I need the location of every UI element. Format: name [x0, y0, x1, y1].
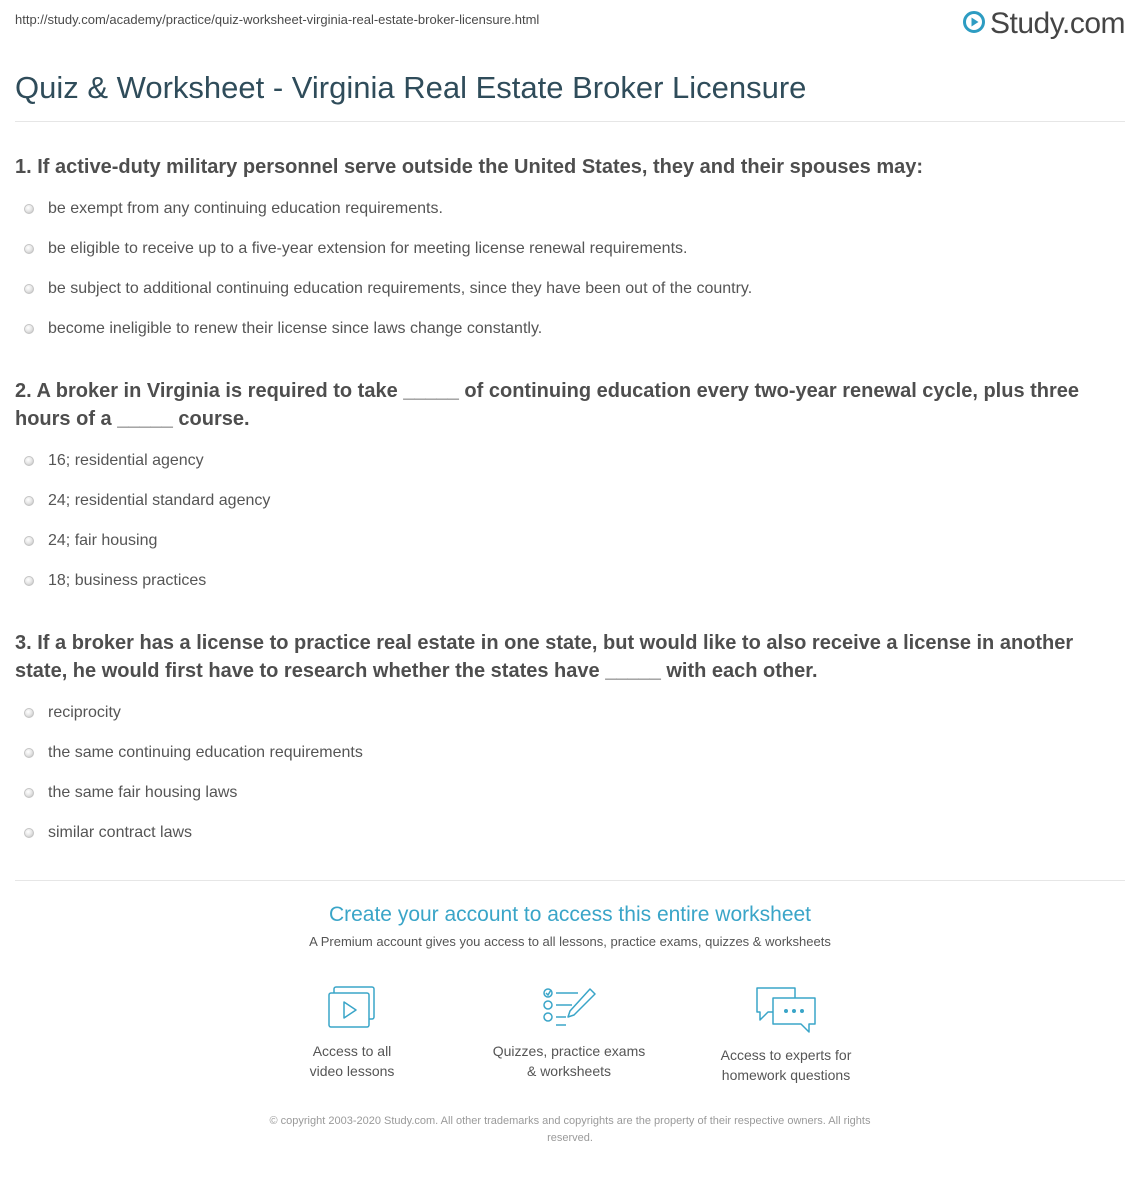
- answer-option[interactable]: [15, 813, 1120, 853]
- chat-bubbles-icon: [686, 985, 886, 1035]
- answer-text: the same continuing education requirements: [48, 744, 363, 761]
- radio-button[interactable]: [24, 788, 34, 798]
- answer-text: be subject to additional continuing education requirements, since they have been out of the country.: [48, 280, 753, 297]
- question-text: 3. If a broker has a license to practice real estate in one state, but would like to also receive a license in another state, he would first have to research whether the states have _____ with each other.: [15, 632, 1074, 682]
- answer-option[interactable]: [15, 693, 1120, 733]
- answer-text: be exempt from any continuing education requirements.: [48, 200, 443, 217]
- radio-button[interactable]: [24, 456, 34, 466]
- title-divider: [15, 121, 1125, 122]
- feature-label-line: Access to all: [312, 1043, 392, 1059]
- create-account-link[interactable]: Create your account to access this entire worksheet: [328, 903, 812, 926]
- answer-text: 24; fair housing: [48, 532, 158, 549]
- question-text: 1. If active-duty military personnel serve outside the United States, they and their spouses may:: [15, 156, 924, 178]
- answer-list: [15, 441, 1120, 601]
- answer-option[interactable]: [15, 481, 1120, 521]
- footer-line: reserved.: [547, 1132, 593, 1144]
- copyright-footer: [210, 1113, 930, 1147]
- radio-button[interactable]: [24, 536, 34, 546]
- feature-label-line: homework questions: [721, 1067, 851, 1083]
- logo-text: Study.com: [990, 7, 1125, 40]
- radio-button[interactable]: [24, 748, 34, 758]
- answer-text: become ineligible to renew their license since laws change constantly.: [48, 320, 543, 337]
- question-2: [15, 377, 1120, 601]
- play-circle-icon: [963, 11, 985, 38]
- question-1: [15, 153, 1120, 349]
- premium-description: A Premium account gives you access to all lessons, practice exams, quizzes & worksheets: [309, 934, 831, 949]
- feature-label-line: Quizzes, practice exams: [492, 1043, 646, 1059]
- study-logo[interactable]: [963, 6, 1125, 42]
- answer-option[interactable]: [15, 773, 1120, 813]
- radio-button[interactable]: [24, 828, 34, 838]
- feature-quizzes: [469, 985, 669, 1081]
- answer-option[interactable]: [15, 733, 1120, 773]
- feature-label-line: Access to experts for: [720, 1047, 852, 1063]
- page-url: http://study.com/academy/practice/quiz-worksheet-virginia-real-estate-broker-licensure.html: [15, 12, 540, 27]
- radio-button[interactable]: [24, 324, 34, 334]
- answer-list: [15, 189, 1120, 349]
- question-text: 2. A broker in Virginia is required to take _____ of continuing education every two-year renewal cycle, plus three hours of a _____ course.: [15, 380, 1080, 430]
- radio-button[interactable]: [24, 204, 34, 214]
- radio-button[interactable]: [24, 576, 34, 586]
- answer-list: [15, 693, 1120, 853]
- answer-text: reciprocity: [48, 704, 121, 721]
- radio-button[interactable]: [24, 244, 34, 254]
- answer-option[interactable]: [15, 441, 1120, 481]
- radio-button[interactable]: [24, 284, 34, 294]
- answer-text: 24; residential standard agency: [48, 492, 271, 509]
- radio-button[interactable]: [24, 708, 34, 718]
- answer-text: 16; residential agency: [48, 452, 204, 469]
- answer-text: similar contract laws: [48, 824, 193, 841]
- answer-option[interactable]: [15, 521, 1120, 561]
- answer-option[interactable]: [15, 269, 1120, 309]
- section-divider: [15, 880, 1125, 881]
- feature-experts: [686, 985, 886, 1085]
- answer-option[interactable]: [15, 309, 1120, 349]
- answer-option[interactable]: [15, 229, 1120, 269]
- top-bar: [15, 0, 1125, 50]
- question-3: [15, 629, 1120, 853]
- video-lesson-icon: [252, 985, 452, 1031]
- feature-video-lessons: [252, 985, 452, 1081]
- answer-option[interactable]: [15, 561, 1120, 601]
- answer-text: be eligible to receive up to a five-year extension for meeting license renewal requirements.: [48, 240, 688, 257]
- quiz-checklist-icon: [469, 985, 669, 1031]
- answer-text: the same fair housing laws: [48, 784, 238, 801]
- feature-label-line: & worksheets: [526, 1063, 612, 1079]
- answer-option[interactable]: [15, 189, 1120, 229]
- page-title: Quiz & Worksheet - Virginia Real Estate Broker Licensure: [15, 70, 807, 105]
- feature-label-line: video lessons: [309, 1063, 395, 1079]
- radio-button[interactable]: [24, 496, 34, 506]
- footer-line: © copyright 2003-2020 Study.com. All other trademarks and copyrights are the property of their respective owners. All rights: [269, 1115, 871, 1127]
- answer-text: 18; business practices: [48, 572, 207, 589]
